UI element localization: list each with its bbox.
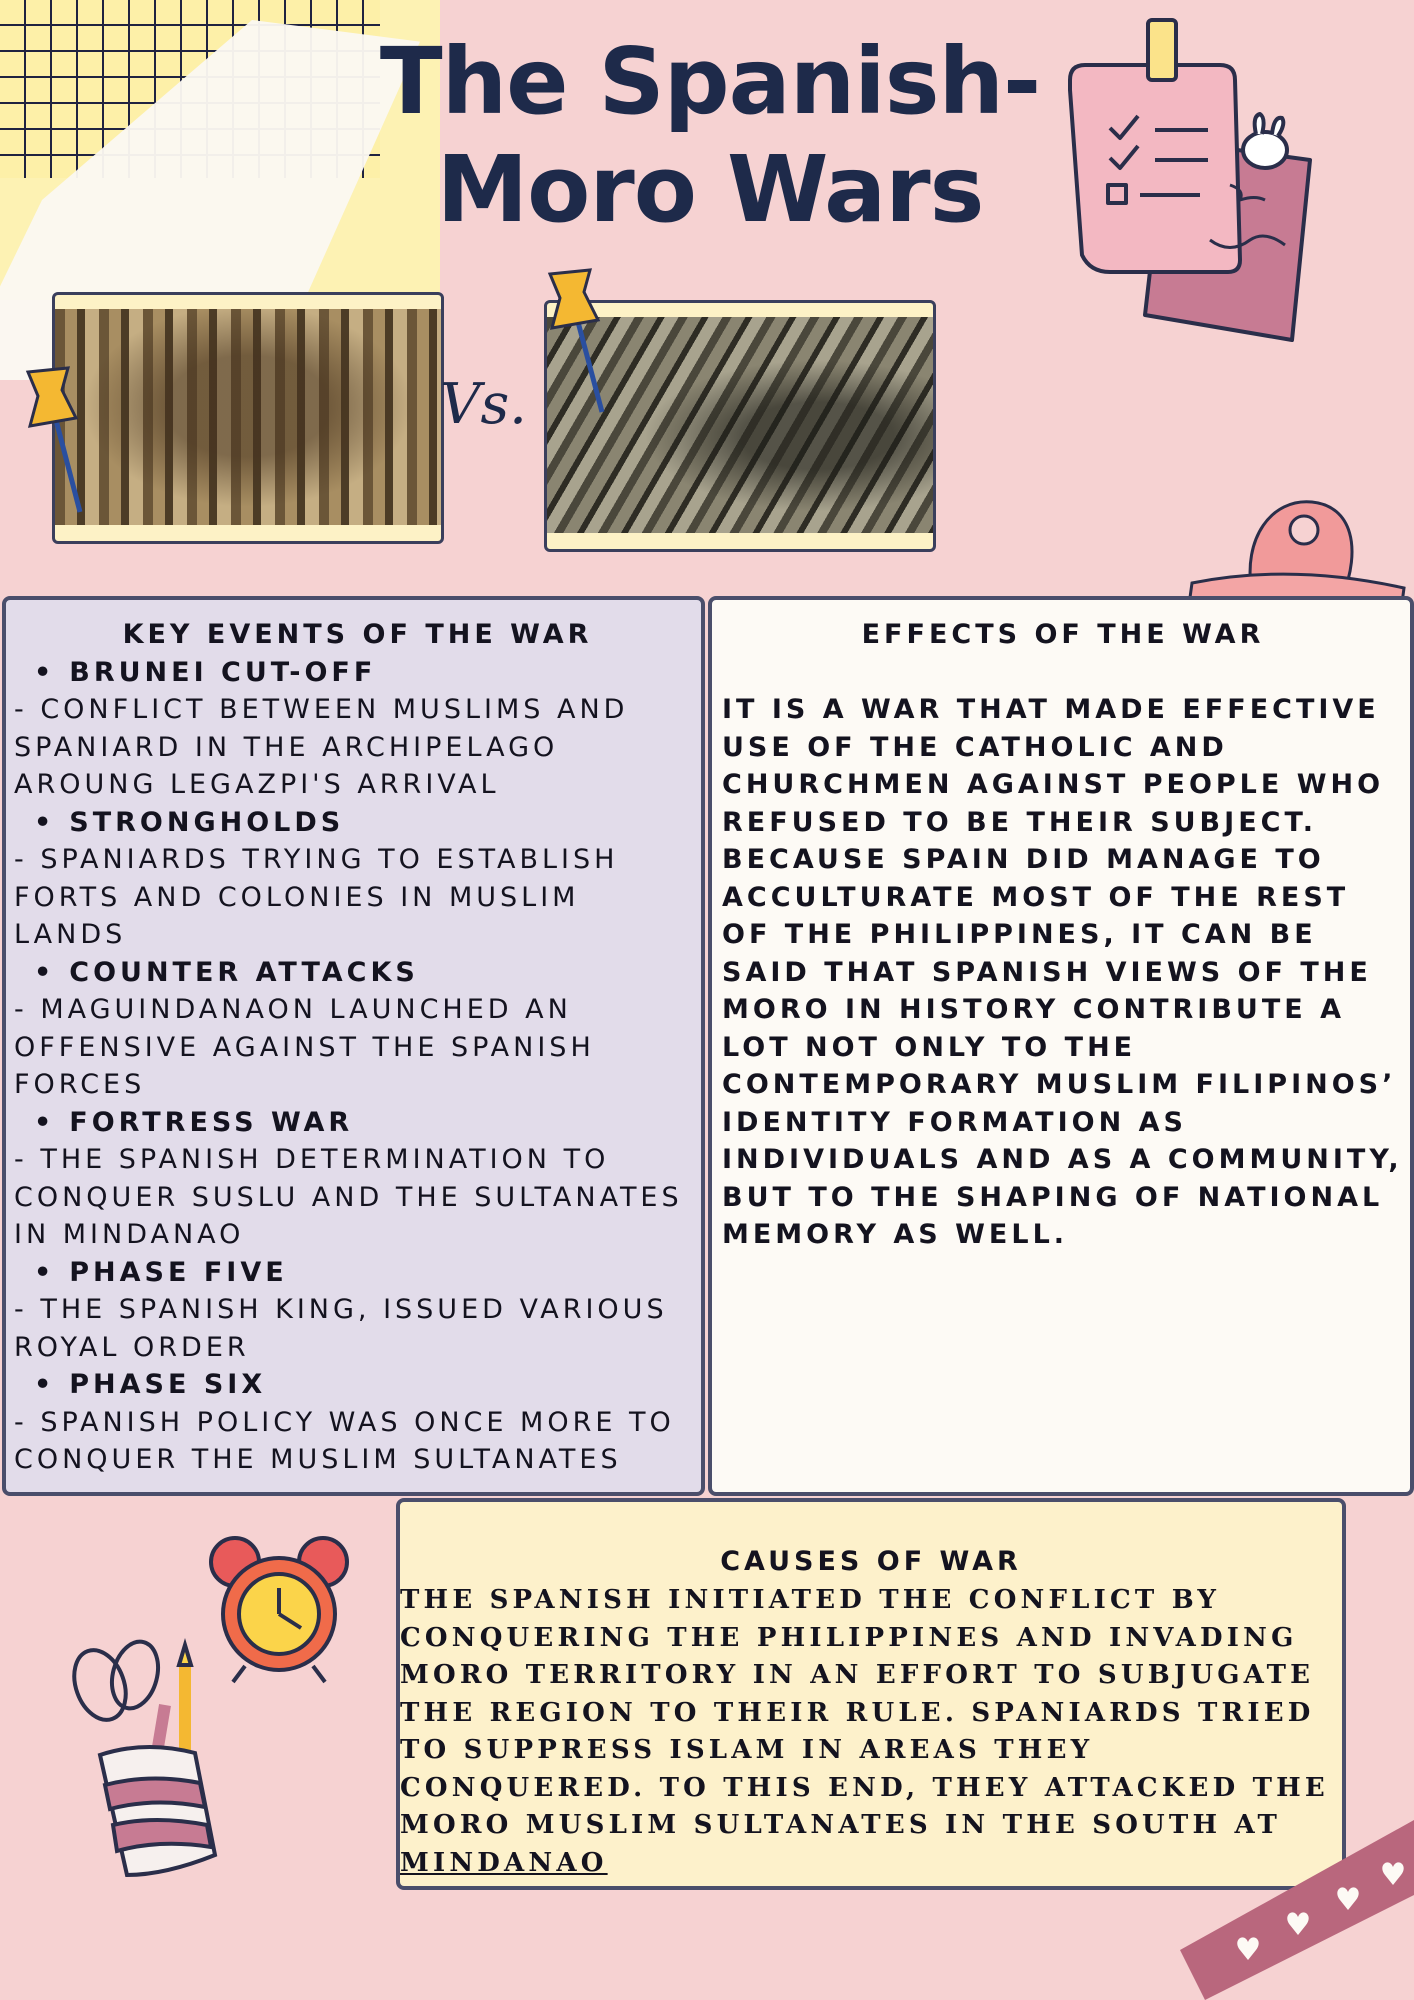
heart-tape-icon xyxy=(1180,1800,1414,2000)
list-item xyxy=(14,804,701,954)
list-item xyxy=(14,1254,701,1367)
event-description: - THE SPANISH KING, ISSUED VARIOUS ROYAL ORDER xyxy=(14,1294,668,1363)
pencil-cup-icon xyxy=(55,1625,235,1885)
event-title: • PHASE FIVE xyxy=(14,1254,701,1292)
list-item xyxy=(14,954,701,1104)
push-pin-icon xyxy=(540,262,610,422)
event-title: • PHASE SIX xyxy=(14,1366,701,1404)
versus-label: Vs. xyxy=(440,372,527,437)
event-description: - THE SPANISH DETERMINATION TO CONQUER SUSLU AND THE SULTANATES IN MINDANAO xyxy=(14,1144,683,1250)
effects-text: IT IS A WAR THAT MADE EFFECTIVE USE OF THE CATHOLIC AND CHURCHMEN AGAINST PEOPLE WHO REFUSED TO BE THEIR SUBJECT. BECAUSE SPAIN DID MANAGE TO ACCULTURATE MOST OF THE REST OF THE PHILIPPINES, IT CAN BE SAID THAT SPANISH VIEWS OF THE MORO IN HISTORY CONTRIBUTE A LOT NOT ONLY TO THE CONTEMPORARY MUSLIM FILIPINOS’ IDENTITY FORMATION AS INDIVIDUALS AND AS A COMMUNITY, BUT TO THE SHAPING OF NATIONAL MEMORY AS WELL. xyxy=(722,694,1403,1250)
clipboard-notes-icon xyxy=(1060,10,1360,350)
event-title: • FORTRESS WAR xyxy=(14,1104,701,1142)
event-title: • BRUNEI CUT-OFF xyxy=(14,654,701,692)
mindanao-link[interactable]: MINDANAO xyxy=(400,1847,608,1878)
event-title: • COUNTER ATTACKS xyxy=(14,954,701,992)
event-description: - CONFLICT BETWEEN MUSLIMS AND SPANIARD IN THE ARCHIPELAGO AROUNG LEGAZPI'S ARRIVAL xyxy=(14,694,629,800)
effects-panel xyxy=(708,596,1414,1496)
causes-heading: CAUSES OF WAR xyxy=(720,1546,1022,1577)
event-title: • STRONGHOLDS xyxy=(14,804,701,842)
list-item xyxy=(14,654,701,804)
key-events-heading: KEY EVENTS OF THE WAR xyxy=(122,619,593,650)
page-title: The Spanish-Moro Wars xyxy=(379,28,1041,243)
key-events-list xyxy=(14,606,701,1479)
list-item xyxy=(14,1366,701,1479)
push-pin-icon xyxy=(18,360,88,520)
event-description: - SPANIARDS TRYING TO ESTABLISH FORTS AND COLONIES IN MUSLIM LANDS xyxy=(14,844,619,950)
key-events-panel xyxy=(2,596,705,1496)
list-item xyxy=(14,1104,701,1254)
event-description: - MAGUINDANAON LAUNCHED AN OFFENSIVE AGAINST THE SPANISH FORCES xyxy=(14,994,595,1100)
causes-text: THE SPANISH INITIATED THE CONFLICT BY CONQUERING THE PHILIPPINES AND INVADING MORO TERRITORY IN AN EFFORT TO SUBJUGATE THE REGION TO THEIR RULE. SPANIARDS TRIED TO SUPPRESS ISLAM IN AREAS THEY CONQUERED. TO THIS END, THEY ATTACKED THE MORO MUSLIM SULTANATES IN THE SOUTH AT xyxy=(400,1585,1329,1840)
historical-photo-moro-warriors xyxy=(52,292,444,544)
effects-heading: EFFECTS OF THE WAR xyxy=(861,619,1265,650)
event-description: - SPANISH POLICY WAS ONCE MORE TO CONQUER THE MUSLIM SULTANATES xyxy=(14,1406,675,1475)
